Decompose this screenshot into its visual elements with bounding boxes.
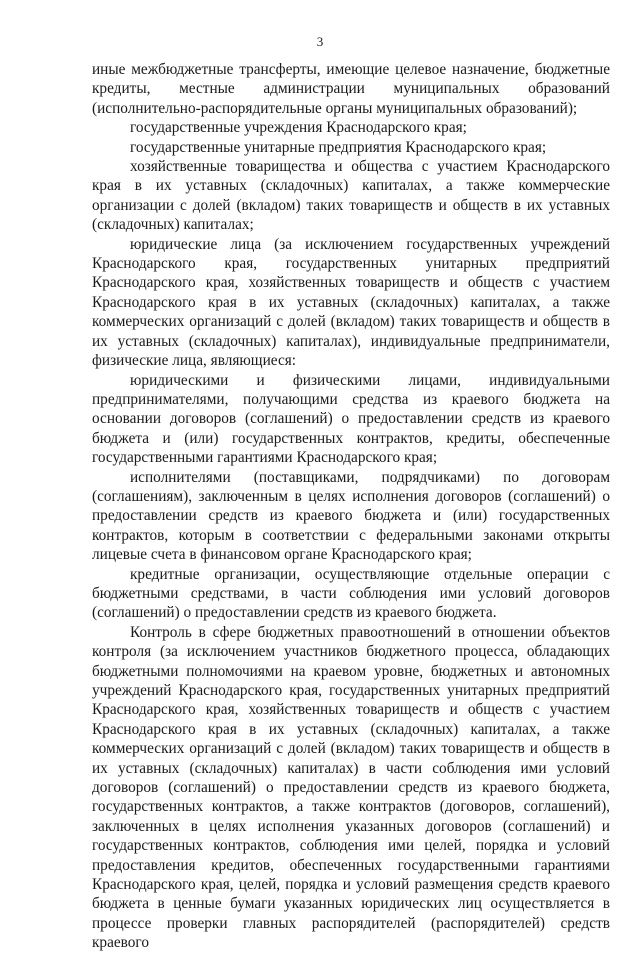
document-body — [92, 60, 610, 953]
paragraph: юридические лица (за исключением государственных учреждений Краснодарского края, государственных унитарных предприятий Краснодарского края, хозяйственных товариществ и обществ с участием Краснодарского края в их уставных (складочных) капиталах, а также коммерческих организаций с долей (вкладом) таких товариществ и обществ в их уставных (складочных) капиталах), индивидуальные предприниматели, физические лица, являющиеся: — [92, 235, 610, 370]
paragraph: государственные унитарные предприятия Краснодарского края; — [130, 138, 547, 156]
paragraph: кредитные организации, осуществляющие отдельные операции с бюджетными средствами, в части соблюдения ими условий договоров (соглашений) о предоставлении средств из краевого бюджета. — [92, 565, 610, 622]
paragraph: хозяйственные товарищества и общества с участием Краснодарского края в их уставных (складочных) капиталах, а также коммерческие организации с долей (вкладом) таких товариществ и обществ в их уставных (складочных) капиталах; — [92, 158, 610, 234]
paragraph: исполнителями (поставщиками, подрядчиками) по договорам (соглашениям), заключенным в целях исполнения договоров (соглашений) о предоставлении средств из краевого бюджета и (или) государственных контрактов, которым в соответствии с федеральными законами открыты лицевые счета в финансовом органе Краснодарского края; — [92, 468, 610, 564]
page-number: 3 — [316, 34, 324, 49]
paragraph: государственные учреждения Краснодарского края; — [130, 119, 467, 137]
paragraph: Контроль в сфере бюджетных правоотношений в отношении объектов контроля (за исключением участников бюджетного процесса, обладающих бюджетными полномочиями на краевом уровне, бюджетных и автономных учреждений Краснодарского края, государственных унитарных предприятий Краснодарского края, хозяйственных товариществ и обществ с участием Краснодарского края в их уставных (складочных) капиталах, а также коммерческих организаций с долей (вкладом) таких товариществ и обществ в их уставных (складочных) капиталах) в части соблюдения ими условий договоров (соглашений) о предоставлении средств из краевого бюджета, государственных контрактов, а также контрактов (договоров, соглашений), заключенных в целях исполнения указанных договоров (соглашений) и государственных контрактов, соблюдения ими целей, порядка и условий предоставления кредитов, обеспеченных государственными гарантиями Краснодарского края, целей, порядка и условий размещения средств краевого бюджета в ценные бумаги указанных юридических лиц осуществляется в процессе проверки главных распорядителей (распорядителей) средств краевого — [92, 623, 610, 952]
paragraph: юридическими и физическими лицами, индивидуальными предпринимателями, получающими средства из краевого бюджета на основании договоров (соглашений) о предоставлении средств из краевого бюджета и (или) государственных контрактов, кредиты, обеспеченные государственными гарантиями Краснодарского края; — [92, 371, 610, 467]
paragraph: иные межбюджетные трансферты, имеющие целевое назначение, бюджетные кредиты, местные администрации муниципальных образований (исполнительно-распорядительные органы муниципальных образований); — [92, 61, 610, 117]
